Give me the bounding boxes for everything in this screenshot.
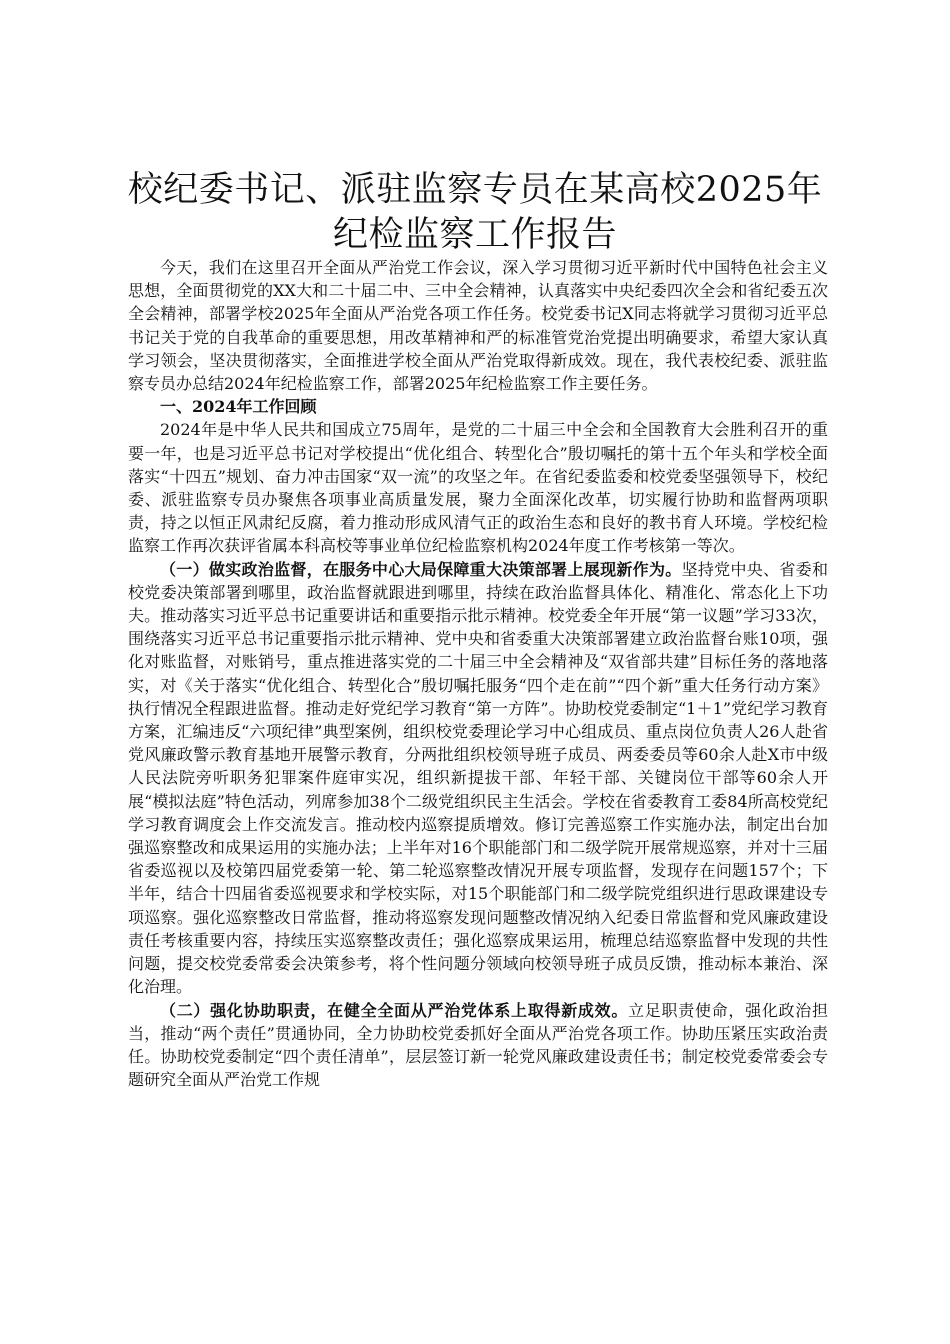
section-heading-1: 一、2024年工作回顾: [160, 397, 317, 417]
political-supervision-text: 坚持党中央、省委和校党委决策部署到哪里，政治监督就跟进到哪里，持续在政治监督具体化、精准化、常态化上下功夫。推动落实习近平总书记重要讲话和重要指示批示精神。校党委全年开展“第一议题”学习33次，围绕落实习近平总书记重要指示批示精神、党中央和省委重大决策部署建立政治监督台账10项，强化对账监督，对账销号，重点推进落实党的二十届三中全会精神及“双省部共建”目标任务的落地落实，对《关于落实“优化组合、转型化合”殷切嘱托服务“四个走在前”“四个新”重大任务行动方案》执行情况全程跟进监督。推动走好党纪学习教育“第一方阵”。协助校党委制定“1＋1”党纪学习教育方案，汇编违反“六项纪律”典型案例，组织校党委理论学习中心组成员、重点岗位负责人26人赴省党风廉政警示教育基地开展警示教育，分两批组织校领导班子成员、两委委员等60余人赴X市中级人民法院旁听职务犯罪案件庭审实况，组织新提拔干部、年轻干部、关键岗位干部等60余人开展“模拟法庭”特色活动，列席参加38个二级党组织民主生活会。学校在省委教育工委84所高校党纪学习教育调度会上作交流发言。推动校内巡察提质增效。修订完善巡察工作实施办法，制定出台加强巡察整改和成果运用的实施办法；上半年对16个职能部门和二级学院开展常规巡察，并对十三届省委巡视以及校第四届党委第一轮、第二轮巡察整改情况开展专项监督，发现存在问题157个；下半年，结合十四届省委巡视要求和学校实际，对15个职能部门和二级学院党组织进行思政课建设专项巡察。强化巡察整改日常监督，推动将巡察发现问题整改情况纳入纪委日常监督和党风廉政建设责任考核重要内容，持续压实巡察整改责任；强化巡察成果运用，梳理总结巡察监督中发现的共性问题，提交校党委常委会决策参考，将个性问题分领域向校领导班子成员反馈，推动标本兼治、深化治理。: [128, 559, 828, 997]
intro-paragraph: 今天，我们在这里召开全面从严治党工作会议，深入学习贯彻习近平新时代中国特色社会主义思想，全面贯彻党的XX大和二十届二中、三中全会精神，认真落实中央纪委四次全会和省纪委五次全会精神，部署学校2025年全面从严治党各项工作任务。校党委书记X同志将就学习贯彻习近平总书记关于党的自我革命的重要思想，用改革精神和严的标准管党治党提出明确要求，希望大家认真学习领会，坚决贯彻落实，全面推进学校全面从严治党取得新成效。现在，我代表校纪委、派驻监察专员办总结2024年纪检监察工作，部署2025年纪检监察工作主要任务。: [128, 258, 828, 394]
assist-duty-text: 立足职责使命，强化政治担当，推动“两个责任”贯通协同，全力协助校党委抓好全面从严治党各项工作。协助压紧压实政治责任。协助校党委制定“四个责任清单”，层层签订新一轮党风廉政建设责任书；制定校党委常委会专题研究全面从严治党工作规: [128, 1000, 828, 1090]
title-line-1: 校纪委书记、派驻监察专员在某高校2025年: [127, 170, 823, 210]
political-supervision-paragraph: [128, 558, 828, 999]
document-title: [100, 168, 850, 258]
review-paragraph: 2024年是中华人民共和国成立75周年，是党的二十届三中全会和全国教育大会胜利召开的重要一年，也是习近平总书记对学校提出“优化组合、转型化合”殷切嘱托的第十五个年头和学校全面落实“十四五”规划、奋力冲击国家“双一流”的攻坚之年。在省纪委监委和校党委坚强领导下，校纪委、派驻监察专员办聚焦各项事业高质量发展，聚力全面深化改革，切实履行协助和监督两项职责，持之以恒正风肃纪反腐，着力推动形成风清气正的政治生态和良好的教书育人环境。学校纪检监察工作再次获评省属本科高校等事业单位纪检监察机构2024年度工作考核第一等次。: [128, 420, 828, 556]
assist-duty-paragraph: [128, 999, 828, 1092]
assist-duty-lead: （二）强化协助职责，在健全全面从严治党体系上取得新成效。: [160, 1000, 629, 1020]
document-body: [128, 256, 828, 1091]
political-supervision-lead: （一）做实政治监督，在服务中心大局保障重大决策部署上展现新作为。: [160, 559, 682, 579]
title-line-2: 纪检监察工作报告: [332, 215, 617, 255]
